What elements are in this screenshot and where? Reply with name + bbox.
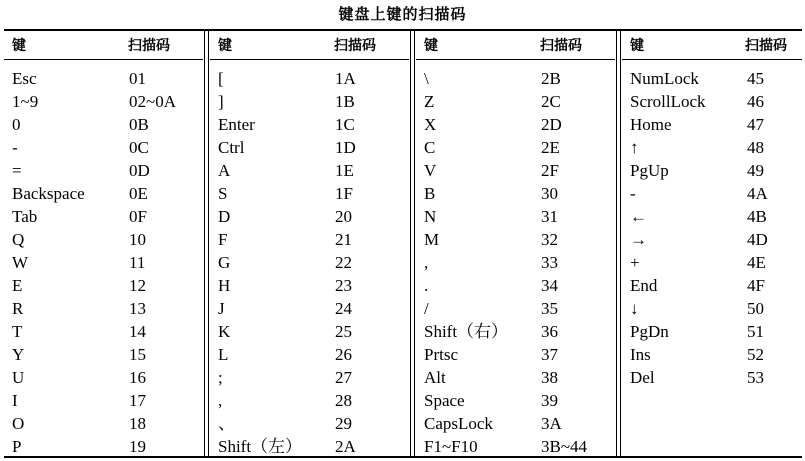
header-row [4, 31, 203, 60]
table-row [622, 274, 802, 297]
table-row [210, 366, 409, 389]
table-row [4, 228, 203, 251]
key-name: K [218, 322, 231, 341]
key-name: ] [218, 92, 224, 111]
scan-code: 22 [335, 253, 352, 272]
table-row [210, 205, 409, 228]
scan-code: 11 [129, 253, 146, 272]
scan-code: 15 [129, 345, 146, 364]
scan-code: 26 [335, 345, 352, 364]
key-name: C [424, 138, 436, 157]
key-name: , [424, 253, 429, 272]
table-row [4, 274, 203, 297]
table-row [416, 90, 615, 113]
table-row [4, 412, 203, 435]
scan-code: 1B [335, 92, 355, 111]
key-name: I [12, 391, 18, 410]
key-name: / [424, 299, 429, 318]
key-name: \ [424, 69, 429, 88]
scan-code: 16 [129, 368, 146, 387]
table-row [416, 320, 615, 343]
scan-code: 17 [129, 391, 146, 410]
key-name: D [218, 207, 231, 226]
header-row [210, 31, 409, 60]
page-title: 键盘上键的扫描码 [338, 5, 467, 23]
scan-code: 37 [541, 345, 558, 364]
scan-code: 24 [335, 299, 352, 318]
header-key: 键 [218, 38, 232, 54]
key-name: Tab [12, 207, 38, 226]
scan-code: 36 [541, 322, 558, 341]
table-row [416, 136, 615, 159]
scan-code: 50 [747, 299, 764, 318]
key-name: , [218, 391, 223, 410]
key-name: → [630, 230, 647, 249]
table-row [416, 228, 615, 251]
table-row [416, 389, 615, 412]
table-row [622, 297, 802, 320]
key-name: Z [424, 92, 435, 111]
scan-code: 3B~44 [541, 437, 588, 456]
key-name: NumLock [630, 69, 699, 88]
key-name: L [218, 345, 229, 364]
column-divider [204, 31, 209, 456]
scan-code: 30 [541, 184, 558, 203]
table-row [210, 435, 409, 458]
key-name: P [12, 437, 22, 456]
table-row [622, 136, 802, 159]
table-row [622, 90, 802, 113]
table-row [210, 251, 409, 274]
table-row [210, 412, 409, 435]
scan-code: 4A [747, 184, 768, 203]
table-row [622, 159, 802, 182]
scan-code: 2E [541, 138, 560, 157]
scan-code: 18 [129, 414, 146, 433]
scan-code: 49 [747, 161, 764, 180]
table-row [4, 159, 203, 182]
header-scan-code: 扫描码 [745, 38, 787, 54]
table-row [210, 90, 409, 113]
scan-code: 1E [335, 161, 354, 180]
table-row [622, 343, 802, 366]
table-row [210, 297, 409, 320]
table-column-1 [4, 31, 203, 456]
key-name: ↓ [630, 299, 639, 318]
table-row [210, 389, 409, 412]
key-name: M [424, 230, 440, 249]
table-row [4, 90, 203, 113]
scan-code: 2A [335, 437, 356, 456]
key-name: 、 [218, 414, 235, 433]
scan-code: 35 [541, 299, 558, 318]
table-row [4, 136, 203, 159]
key-name: 0 [12, 115, 21, 134]
key-name: O [12, 414, 25, 433]
scan-code: 2F [541, 161, 559, 180]
key-name: PgUp [630, 161, 669, 180]
table-row [416, 182, 615, 205]
scan-code: 28 [335, 391, 352, 410]
scan-code: 33 [541, 253, 558, 272]
header-scan-code: 扫描码 [540, 38, 582, 54]
scan-code: 27 [335, 368, 352, 387]
key-name: Space [424, 391, 465, 410]
table-row [4, 320, 203, 343]
scan-code: 2D [541, 115, 562, 134]
table-row [416, 113, 615, 136]
table-row [4, 182, 203, 205]
table-row [210, 159, 409, 182]
key-name: PgDn [630, 322, 669, 341]
header-key: 键 [424, 38, 438, 54]
header-row [416, 31, 615, 60]
table-row [4, 435, 203, 458]
key-name: V [424, 161, 437, 180]
key-name: G [218, 253, 231, 272]
key-name: Alt [424, 368, 446, 387]
header-key: 键 [630, 38, 644, 54]
scan-code: 0F [129, 207, 147, 226]
scan-code: 48 [747, 138, 764, 157]
key-name: Y [12, 345, 25, 364]
scan-code: 19 [129, 437, 146, 456]
table-row [416, 343, 615, 366]
scan-code: 53 [747, 368, 764, 387]
key-name: R [12, 299, 24, 318]
key-name: Prtsc [424, 345, 458, 364]
key-name: Shift（右） [424, 322, 509, 341]
scan-code: 39 [541, 391, 558, 410]
scan-code: 12 [129, 276, 146, 295]
table-row [210, 113, 409, 136]
scan-code: 0B [129, 115, 149, 134]
scan-code: 14 [129, 322, 146, 341]
table-row [4, 67, 203, 90]
scan-code: 21 [335, 230, 352, 249]
scan-code: 0D [129, 161, 150, 180]
key-name: + [630, 253, 640, 272]
table-row [210, 320, 409, 343]
scan-code: 2C [541, 92, 561, 111]
scan-code: 02~0A [129, 92, 176, 111]
table-row [622, 320, 802, 343]
scan-code-table [4, 29, 802, 458]
key-name: T [12, 322, 23, 341]
key-name: ↑ [630, 138, 639, 157]
key-name: S [218, 184, 228, 203]
table-row [416, 297, 615, 320]
key-name: F [218, 230, 228, 249]
table-row [416, 412, 615, 435]
key-name: CapsLock [424, 414, 493, 433]
header-scan-code: 扫描码 [128, 38, 170, 54]
key-name: N [424, 207, 437, 226]
key-name: Backspace [12, 184, 85, 203]
key-name: J [218, 299, 225, 318]
table-row [210, 67, 409, 90]
key-name: Shift（左） [218, 437, 303, 456]
table-row [416, 159, 615, 182]
key-name: U [12, 368, 25, 387]
table-row [416, 251, 615, 274]
scan-code: 1C [335, 115, 355, 134]
key-name: B [424, 184, 436, 203]
scan-code: 29 [335, 414, 352, 433]
key-name: H [218, 276, 231, 295]
key-name: - [12, 138, 18, 157]
scan-code: 51 [747, 322, 764, 341]
scan-code: 38 [541, 368, 558, 387]
scan-code: 20 [335, 207, 352, 226]
scan-code: 01 [129, 69, 146, 88]
table-row [4, 251, 203, 274]
key-name: Del [630, 368, 655, 387]
key-name: End [630, 276, 658, 295]
scan-code: 13 [129, 299, 146, 318]
table-row [210, 136, 409, 159]
key-name: = [12, 161, 22, 180]
key-name: Home [630, 115, 672, 134]
scan-code: 4F [747, 276, 765, 295]
scan-code: 4E [747, 253, 766, 272]
table-row [4, 113, 203, 136]
scan-code: 4B [747, 207, 767, 226]
scan-code: 46 [747, 92, 764, 111]
table-row [210, 182, 409, 205]
scan-code: 23 [335, 276, 352, 295]
scan-code: 34 [541, 276, 558, 295]
key-name: - [630, 184, 636, 203]
table-row [210, 228, 409, 251]
scan-code: 32 [541, 230, 558, 249]
scan-code: 10 [129, 230, 146, 249]
key-name: E [12, 276, 23, 295]
scan-code: 1D [335, 138, 356, 157]
table-row [622, 228, 802, 251]
scan-code: 0C [129, 138, 149, 157]
table-row [622, 366, 802, 389]
table-column-3 [416, 31, 615, 456]
table-row [416, 274, 615, 297]
table-row [4, 366, 203, 389]
header-row [622, 31, 802, 60]
table-row [210, 343, 409, 366]
key-name: Ctrl [218, 138, 245, 157]
key-name: ; [218, 368, 223, 387]
scan-code: 25 [335, 322, 352, 341]
table-row [416, 67, 615, 90]
table-row [4, 343, 203, 366]
key-name: Enter [218, 115, 255, 134]
table-row [416, 366, 615, 389]
column-divider [410, 31, 415, 456]
column-divider [616, 31, 621, 456]
key-name: [ [218, 69, 224, 88]
key-name: A [218, 161, 231, 180]
table-row [416, 205, 615, 228]
scan-code: 0E [129, 184, 148, 203]
header-scan-code: 扫描码 [334, 38, 376, 54]
scan-code: 1F [335, 184, 353, 203]
scan-code: 45 [747, 69, 764, 88]
key-name: X [424, 115, 437, 134]
table-row [622, 251, 802, 274]
table-row [4, 389, 203, 412]
scan-code: 31 [541, 207, 558, 226]
table-column-4 [622, 31, 802, 456]
table-row [4, 297, 203, 320]
table-row [622, 205, 802, 228]
key-name: Q [12, 230, 25, 249]
table-row [210, 274, 409, 297]
key-name: ← [630, 207, 647, 226]
scan-code: 47 [747, 115, 764, 134]
key-name: ScrollLock [630, 92, 706, 111]
header-key: 键 [12, 38, 26, 54]
scan-code: 4D [747, 230, 768, 249]
table-row [622, 67, 802, 90]
key-name: . [424, 276, 429, 295]
key-name: Ins [630, 345, 651, 364]
scan-code: 52 [747, 345, 764, 364]
key-name: F1~F10 [424, 437, 478, 456]
scan-code: 2B [541, 69, 561, 88]
table-row [622, 182, 802, 205]
key-name: W [12, 253, 29, 272]
table-row [622, 113, 802, 136]
table-column-2 [210, 31, 409, 456]
scan-code: 3A [541, 414, 562, 433]
scan-code: 1A [335, 69, 356, 88]
key-name: 1~9 [12, 92, 39, 111]
table-row [416, 435, 615, 458]
key-name: Esc [12, 69, 37, 88]
table-row [4, 205, 203, 228]
